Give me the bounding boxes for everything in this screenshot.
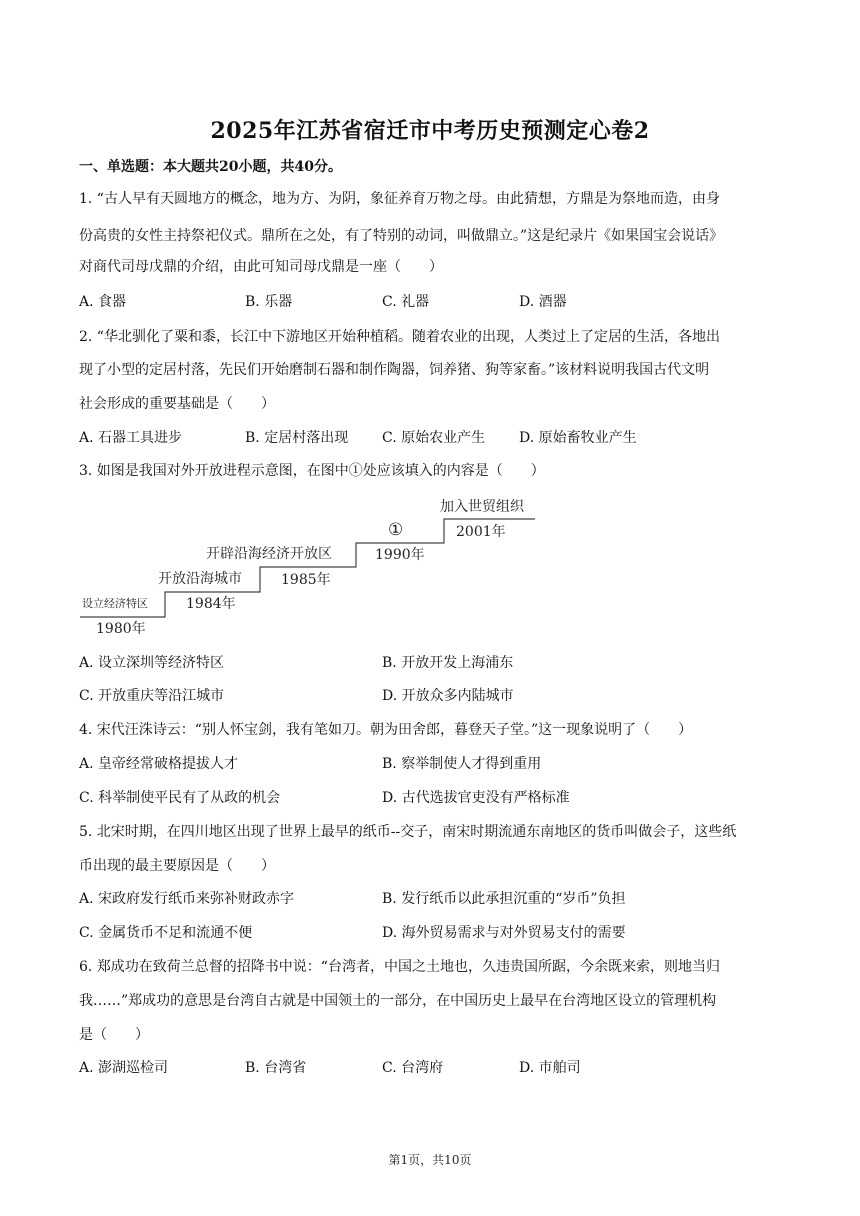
question-text-line: 现了小型的定居村落，先民们开始磨制石器和制作陶器，饲养猪、狗等家畜。”该材料说明我国古代文明 [79,362,710,378]
step-label: 加入世贸组织 [440,499,524,515]
option-c[interactable]: C. 开放重庆等沿江城市 [79,688,225,704]
question-text-line: 我……”郑成功的意思是台湾自古就是中国领土的一部分，在中国历史上最早在台湾地区设立的管理机构 [79,993,717,1009]
question-text-line: 1. “古人早有天圆地方的概念，地为方、为阴，象征养育万物之母。由此猜想，方鼎是为祭地而造，由身 [79,191,720,207]
option-c[interactable]: C. 原始农业产生 [382,430,486,446]
option-d[interactable]: D. 原始畜牧业产生 [519,430,637,446]
option-c[interactable]: C. 礼器 [382,294,430,310]
page-footer: 第1页，共10页 [388,1153,472,1167]
option-a[interactable]: A. 宋政府发行纸币来弥补财政赤字 [79,891,295,907]
option-d[interactable]: D. 酒器 [519,294,567,310]
question-text-line: 3. 如图是我国对外开放进程示意图，在图中①处应该填入的内容是（ ） [79,463,545,479]
option-b[interactable]: B. 发行纸币以此承担沉重的“岁币”负担 [382,891,626,907]
option-b[interactable]: B. 察举制使人才得到重用 [382,756,542,772]
step-year: 1980年 [96,621,146,637]
step-year: 2001年 [456,524,506,540]
option-c[interactable]: C. 金属货币不足和流通不便 [79,925,253,941]
question-text-line: 对商代司母戊鼎的介绍，由此可知司母戊鼎是一座（ ） [79,259,443,275]
option-a[interactable]: A. 食器 [79,294,127,310]
option-a[interactable]: A. 澎湖巡检司 [79,1060,169,1076]
question-text-line: 2. “华北驯化了粟和黍，长江中下游地区开始种植稻。随着农业的出现，人类过上了定居的生活，各地出 [79,329,720,345]
option-d[interactable]: D. 市舶司 [519,1060,581,1076]
question-text-line: 是（ ） [79,1027,149,1043]
blank-marker: ① [388,520,404,540]
opening-up-staircase-diagram [78,488,538,638]
section-heading: 一、单选题：本大题共20小题，共40分。 [79,159,342,175]
page-title: 2025年江苏省宿迁市中考历史预测定心卷2 [210,118,650,144]
option-d[interactable]: D. 海外贸易需求与对外贸易支付的需要 [382,925,626,941]
step-label: 设立经济特区 [82,597,148,610]
question-text-line: 5. 北宋时期，在四川地区出现了世界上最早的纸币--交子，南宋时期流通东南地区的货币叫做会子，这些纸 [79,824,737,840]
step-year: 1984年 [186,596,236,612]
option-c[interactable]: C. 科举制使平民有了从政的机会 [79,790,281,806]
option-d[interactable]: D. 开放众多内陆城市 [382,688,514,704]
option-a[interactable]: A. 设立深圳等经济特区 [79,655,225,671]
option-b[interactable]: B. 台湾省 [245,1060,307,1076]
question-text-line: 份高贵的女性主持祭祀仪式。鼎所在之处，有了特别的动词，叫做鼎立。”这是纪录片《如果国宝会说话》 [79,228,724,244]
step-year: 1985年 [281,572,331,588]
option-b[interactable]: B. 开放开发上海浦东 [382,655,514,671]
question-text-line: 6. 郑成功在致荷兰总督的招降书中说：“台湾者，中国之土地也，久违贵国所踞，今余既来索，则地当归 [79,959,720,975]
option-c[interactable]: C. 台湾府 [382,1060,444,1076]
step-label: 开辟沿海经济开放区 [206,546,332,562]
option-b[interactable]: B. 定居村落出现 [245,430,349,446]
option-d[interactable]: D. 古代选拔官吏没有严格标准 [382,790,570,806]
option-a[interactable]: A. 皇帝经常破格提拔人才 [79,756,239,772]
question-text-line: 币出现的最主要原因是（ ） [79,858,275,874]
step-label: 开放沿海城市 [158,571,242,587]
question-text-line: 社会形成的重要基础是（ ） [79,396,275,412]
step-year: 1990年 [375,547,425,563]
option-a[interactable]: A. 石器工具进步 [79,430,183,446]
option-b[interactable]: B. 乐器 [245,294,293,310]
question-text-line: 4. 宋代汪洙诗云：“别人怀宝剑，我有笔如刀。朝为田舍郎，暮登天子堂。”这一现象说明了（ ） [79,722,693,738]
